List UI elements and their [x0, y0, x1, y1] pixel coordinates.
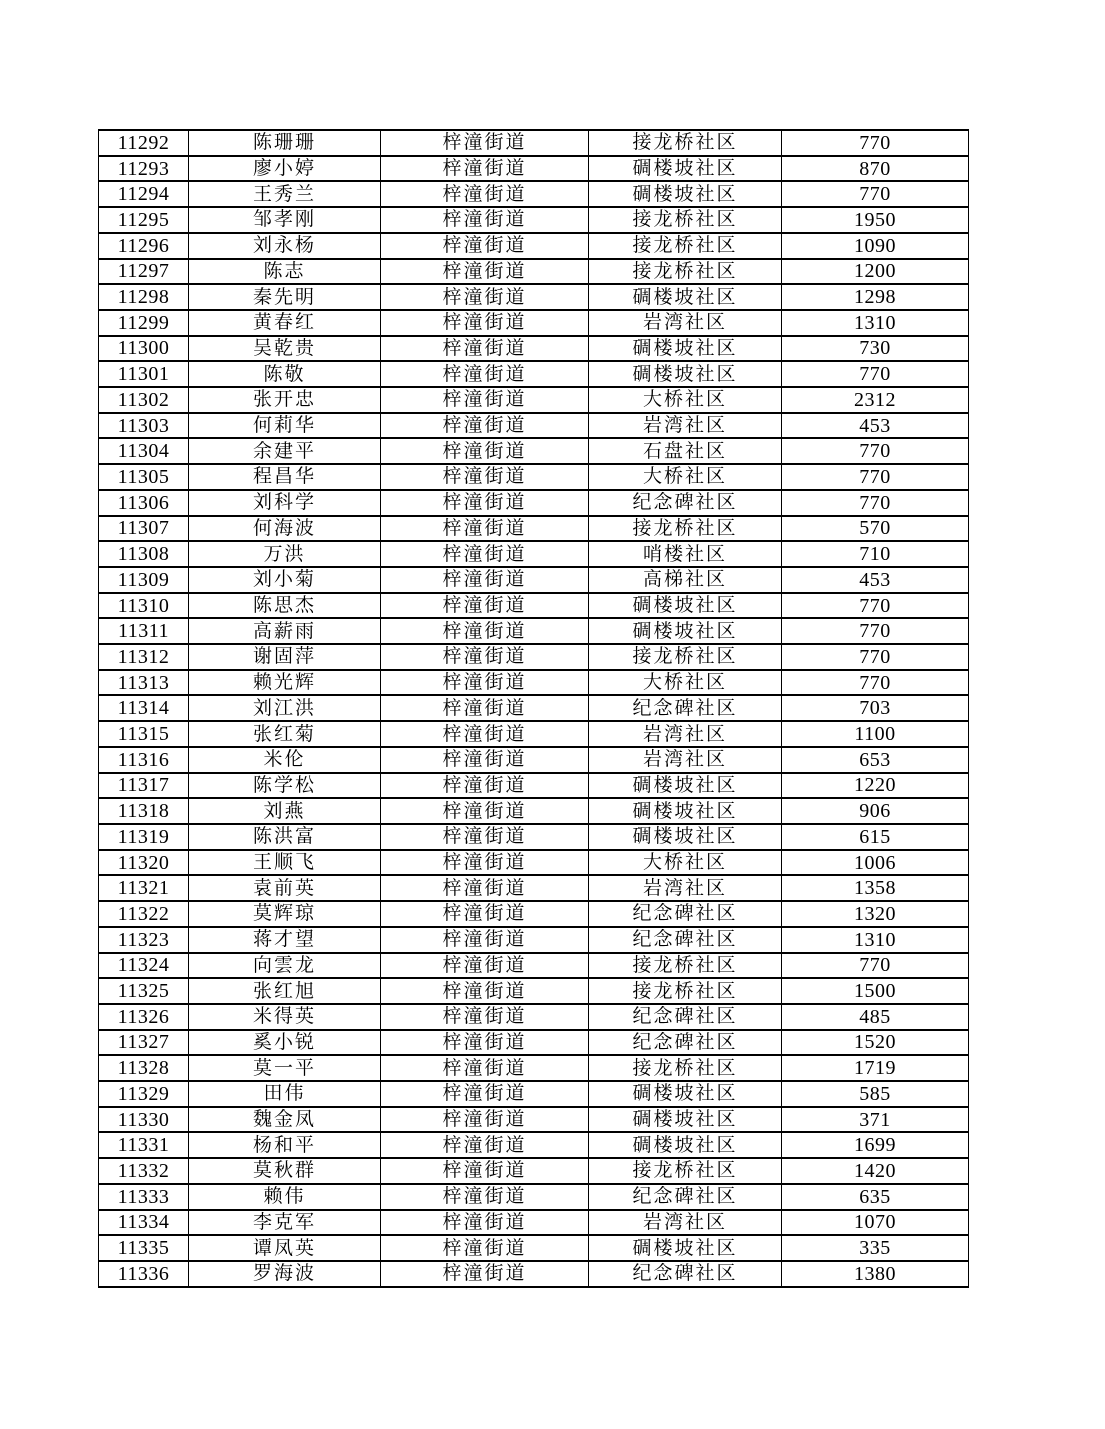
cell-name: 米得英	[189, 1004, 381, 1030]
table-row	[99, 1132, 969, 1158]
cell-community: 碉楼坡社区	[589, 618, 782, 644]
cell-amount: 1320	[782, 901, 969, 927]
cell-id: 11325	[99, 978, 189, 1004]
cell-street: 梓潼街道	[381, 490, 589, 516]
cell-street: 梓潼街道	[381, 361, 589, 387]
table-row	[99, 798, 969, 824]
cell-community: 接龙桥社区	[589, 130, 782, 156]
cell-community: 纪念碑社区	[589, 927, 782, 953]
cell-amount: 485	[782, 1004, 969, 1030]
table-row	[99, 1107, 969, 1133]
cell-amount: 1310	[782, 310, 969, 336]
cell-street: 梓潼街道	[381, 156, 589, 182]
cell-id: 11323	[99, 927, 189, 953]
cell-id: 11299	[99, 310, 189, 336]
cell-amount: 1420	[782, 1158, 969, 1184]
table-row	[99, 1081, 969, 1107]
cell-community: 碉楼坡社区	[589, 1235, 782, 1261]
cell-street: 梓潼街道	[381, 593, 589, 619]
cell-amount: 1090	[782, 233, 969, 259]
cell-id: 11334	[99, 1210, 189, 1236]
cell-name: 刘永杨	[189, 233, 381, 259]
cell-community: 岩湾社区	[589, 721, 782, 747]
cell-community: 碉楼坡社区	[589, 773, 782, 799]
cell-name: 向雲龙	[189, 953, 381, 979]
cell-community: 碉楼坡社区	[589, 824, 782, 850]
cell-community: 岩湾社区	[589, 310, 782, 336]
cell-id: 11309	[99, 567, 189, 593]
cell-id: 11321	[99, 875, 189, 901]
cell-street: 梓潼街道	[381, 644, 589, 670]
cell-id: 11293	[99, 156, 189, 182]
cell-amount: 770	[782, 644, 969, 670]
cell-street: 梓潼街道	[381, 1158, 589, 1184]
cell-id: 11313	[99, 670, 189, 696]
cell-amount: 453	[782, 413, 969, 439]
cell-id: 11303	[99, 413, 189, 439]
cell-id: 11330	[99, 1107, 189, 1133]
cell-community: 纪念碑社区	[589, 1030, 782, 1056]
cell-id: 11318	[99, 798, 189, 824]
cell-community: 纪念碑社区	[589, 695, 782, 721]
cell-id: 11311	[99, 618, 189, 644]
cell-amount: 770	[782, 438, 969, 464]
cell-street: 梓潼街道	[381, 1132, 589, 1158]
cell-street: 梓潼街道	[381, 927, 589, 953]
cell-id: 11305	[99, 464, 189, 490]
cell-id: 11310	[99, 593, 189, 619]
cell-community: 接龙桥社区	[589, 233, 782, 259]
cell-community: 接龙桥社区	[589, 1158, 782, 1184]
cell-community: 纪念碑社区	[589, 1261, 782, 1287]
cell-name: 米伦	[189, 747, 381, 773]
cell-amount: 453	[782, 567, 969, 593]
table-row	[99, 387, 969, 413]
cell-name: 赖伟	[189, 1184, 381, 1210]
cell-street: 梓潼街道	[381, 978, 589, 1004]
cell-amount: 335	[782, 1235, 969, 1261]
cell-amount: 1100	[782, 721, 969, 747]
table-row	[99, 207, 969, 233]
cell-amount: 1220	[782, 773, 969, 799]
cell-amount: 770	[782, 618, 969, 644]
cell-id: 11329	[99, 1081, 189, 1107]
cell-community: 岩湾社区	[589, 413, 782, 439]
cell-id: 11295	[99, 207, 189, 233]
cell-name: 莫秋群	[189, 1158, 381, 1184]
cell-amount: 1358	[782, 875, 969, 901]
table-row	[99, 259, 969, 285]
cell-community: 碉楼坡社区	[589, 1081, 782, 1107]
table-row	[99, 927, 969, 953]
cell-community: 接龙桥社区	[589, 644, 782, 670]
cell-street: 梓潼街道	[381, 336, 589, 362]
cell-street: 梓潼街道	[381, 413, 589, 439]
cell-name: 张红菊	[189, 721, 381, 747]
cell-amount: 1500	[782, 978, 969, 1004]
cell-id: 11298	[99, 284, 189, 310]
cell-name: 何莉华	[189, 413, 381, 439]
cell-name: 莫辉琼	[189, 901, 381, 927]
cell-street: 梓潼街道	[381, 541, 589, 567]
residents-table	[98, 129, 969, 1288]
table-row	[99, 567, 969, 593]
cell-street: 梓潼街道	[381, 618, 589, 644]
cell-name: 刘科学	[189, 490, 381, 516]
table-row	[99, 953, 969, 979]
cell-id: 11296	[99, 233, 189, 259]
cell-name: 刘燕	[189, 798, 381, 824]
cell-name: 何海波	[189, 516, 381, 542]
cell-amount: 770	[782, 953, 969, 979]
cell-community: 接龙桥社区	[589, 516, 782, 542]
cell-name: 罗海波	[189, 1261, 381, 1287]
table-row	[99, 618, 969, 644]
cell-id: 11320	[99, 850, 189, 876]
cell-amount: 1699	[782, 1132, 969, 1158]
table-row	[99, 361, 969, 387]
cell-community: 哨楼社区	[589, 541, 782, 567]
cell-id: 11300	[99, 336, 189, 362]
cell-community: 接龙桥社区	[589, 207, 782, 233]
cell-street: 梓潼街道	[381, 259, 589, 285]
cell-amount: 770	[782, 490, 969, 516]
cell-community: 纪念碑社区	[589, 1004, 782, 1030]
table-row	[99, 773, 969, 799]
cell-street: 梓潼街道	[381, 1107, 589, 1133]
cell-street: 梓潼街道	[381, 207, 589, 233]
cell-amount: 1298	[782, 284, 969, 310]
cell-name: 吴乾贵	[189, 336, 381, 362]
cell-id: 11314	[99, 695, 189, 721]
cell-street: 梓潼街道	[381, 1235, 589, 1261]
cell-amount: 730	[782, 336, 969, 362]
cell-street: 梓潼街道	[381, 181, 589, 207]
cell-amount: 1070	[782, 1210, 969, 1236]
cell-name: 刘江洪	[189, 695, 381, 721]
table-row	[99, 156, 969, 182]
cell-id: 11328	[99, 1055, 189, 1081]
table-row	[99, 233, 969, 259]
table-row	[99, 1030, 969, 1056]
table-row	[99, 644, 969, 670]
cell-street: 梓潼街道	[381, 798, 589, 824]
cell-community: 接龙桥社区	[589, 259, 782, 285]
table-row	[99, 850, 969, 876]
cell-id: 11317	[99, 773, 189, 799]
table-row	[99, 1055, 969, 1081]
cell-amount: 635	[782, 1184, 969, 1210]
cell-name: 张红旭	[189, 978, 381, 1004]
cell-name: 陈志	[189, 259, 381, 285]
cell-street: 梓潼街道	[381, 747, 589, 773]
cell-amount: 770	[782, 464, 969, 490]
cell-street: 梓潼街道	[381, 1261, 589, 1287]
cell-amount: 1310	[782, 927, 969, 953]
cell-community: 碉楼坡社区	[589, 181, 782, 207]
cell-name: 陈学松	[189, 773, 381, 799]
cell-community: 碉楼坡社区	[589, 156, 782, 182]
table-row	[99, 181, 969, 207]
cell-street: 梓潼街道	[381, 1004, 589, 1030]
cell-name: 蒋才望	[189, 927, 381, 953]
cell-street: 梓潼街道	[381, 875, 589, 901]
table-row	[99, 516, 969, 542]
table-row	[99, 1210, 969, 1236]
cell-amount: 1950	[782, 207, 969, 233]
table-row	[99, 130, 969, 156]
cell-id: 11335	[99, 1235, 189, 1261]
cell-name: 李克军	[189, 1210, 381, 1236]
table-row	[99, 747, 969, 773]
cell-amount: 710	[782, 541, 969, 567]
cell-community: 碉楼坡社区	[589, 1132, 782, 1158]
cell-community: 岩湾社区	[589, 875, 782, 901]
cell-community: 碉楼坡社区	[589, 284, 782, 310]
cell-community: 接龙桥社区	[589, 953, 782, 979]
cell-community: 大桥社区	[589, 464, 782, 490]
table-row	[99, 438, 969, 464]
cell-street: 梓潼街道	[381, 953, 589, 979]
cell-id: 11307	[99, 516, 189, 542]
cell-id: 11306	[99, 490, 189, 516]
cell-community: 碉楼坡社区	[589, 593, 782, 619]
cell-amount: 2312	[782, 387, 969, 413]
cell-street: 梓潼街道	[381, 670, 589, 696]
cell-name: 奚小锐	[189, 1030, 381, 1056]
cell-id: 11322	[99, 901, 189, 927]
cell-community: 纪念碑社区	[589, 901, 782, 927]
cell-id: 11294	[99, 181, 189, 207]
cell-amount: 615	[782, 824, 969, 850]
cell-id: 11301	[99, 361, 189, 387]
cell-street: 梓潼街道	[381, 1184, 589, 1210]
cell-street: 梓潼街道	[381, 233, 589, 259]
cell-id: 11333	[99, 1184, 189, 1210]
cell-name: 谢固萍	[189, 644, 381, 670]
table-row	[99, 721, 969, 747]
cell-name: 万洪	[189, 541, 381, 567]
cell-name: 魏金凤	[189, 1107, 381, 1133]
cell-name: 王秀兰	[189, 181, 381, 207]
cell-amount: 653	[782, 747, 969, 773]
table-row	[99, 1184, 969, 1210]
residents-table-body	[99, 130, 969, 1287]
table-row	[99, 695, 969, 721]
table-row	[99, 284, 969, 310]
cell-community: 碉楼坡社区	[589, 361, 782, 387]
table-row	[99, 336, 969, 362]
cell-amount: 585	[782, 1081, 969, 1107]
cell-community: 纪念碑社区	[589, 490, 782, 516]
cell-street: 梓潼街道	[381, 1210, 589, 1236]
cell-id: 11292	[99, 130, 189, 156]
cell-community: 大桥社区	[589, 387, 782, 413]
cell-id: 11319	[99, 824, 189, 850]
cell-name: 廖小婷	[189, 156, 381, 182]
cell-id: 11336	[99, 1261, 189, 1287]
cell-amount: 1380	[782, 1261, 969, 1287]
cell-name: 赖光辉	[189, 670, 381, 696]
cell-amount: 703	[782, 695, 969, 721]
cell-amount: 770	[782, 130, 969, 156]
cell-name: 邹孝刚	[189, 207, 381, 233]
cell-amount: 1520	[782, 1030, 969, 1056]
cell-street: 梓潼街道	[381, 1030, 589, 1056]
cell-name: 陈珊珊	[189, 130, 381, 156]
cell-id: 11297	[99, 259, 189, 285]
cell-street: 梓潼街道	[381, 438, 589, 464]
cell-name: 秦先明	[189, 284, 381, 310]
cell-community: 碉楼坡社区	[589, 798, 782, 824]
cell-name: 袁前英	[189, 875, 381, 901]
cell-amount: 906	[782, 798, 969, 824]
cell-name: 田伟	[189, 1081, 381, 1107]
cell-name: 王顺飞	[189, 850, 381, 876]
cell-amount: 770	[782, 361, 969, 387]
cell-name: 刘小菊	[189, 567, 381, 593]
cell-community: 大桥社区	[589, 670, 782, 696]
cell-id: 11327	[99, 1030, 189, 1056]
cell-street: 梓潼街道	[381, 130, 589, 156]
cell-amount: 570	[782, 516, 969, 542]
table-row	[99, 901, 969, 927]
cell-amount: 770	[782, 181, 969, 207]
cell-street: 梓潼街道	[381, 284, 589, 310]
cell-name: 陈思杰	[189, 593, 381, 619]
cell-street: 梓潼街道	[381, 773, 589, 799]
cell-street: 梓潼街道	[381, 850, 589, 876]
cell-community: 大桥社区	[589, 850, 782, 876]
cell-id: 11302	[99, 387, 189, 413]
cell-street: 梓潼街道	[381, 824, 589, 850]
table-row	[99, 464, 969, 490]
cell-name: 张开忠	[189, 387, 381, 413]
cell-street: 梓潼街道	[381, 695, 589, 721]
cell-name: 余建平	[189, 438, 381, 464]
cell-id: 11315	[99, 721, 189, 747]
cell-amount: 770	[782, 593, 969, 619]
cell-community: 岩湾社区	[589, 747, 782, 773]
cell-id: 11308	[99, 541, 189, 567]
cell-community: 岩湾社区	[589, 1210, 782, 1236]
cell-community: 碉楼坡社区	[589, 1107, 782, 1133]
cell-amount: 1719	[782, 1055, 969, 1081]
cell-amount: 870	[782, 156, 969, 182]
cell-amount: 371	[782, 1107, 969, 1133]
table-row	[99, 670, 969, 696]
cell-name: 高薪雨	[189, 618, 381, 644]
cell-community: 纪念碑社区	[589, 1184, 782, 1210]
cell-name: 陈敬	[189, 361, 381, 387]
cell-community: 碉楼坡社区	[589, 336, 782, 362]
cell-community: 石盘社区	[589, 438, 782, 464]
cell-amount: 1006	[782, 850, 969, 876]
table-row	[99, 875, 969, 901]
table-row	[99, 593, 969, 619]
cell-id: 11331	[99, 1132, 189, 1158]
cell-street: 梓潼街道	[381, 901, 589, 927]
cell-id: 11326	[99, 1004, 189, 1030]
table-row	[99, 824, 969, 850]
cell-id: 11312	[99, 644, 189, 670]
table-row	[99, 1261, 969, 1287]
cell-amount: 1200	[782, 259, 969, 285]
cell-street: 梓潼街道	[381, 464, 589, 490]
cell-street: 梓潼街道	[381, 1081, 589, 1107]
cell-name: 程昌华	[189, 464, 381, 490]
cell-street: 梓潼街道	[381, 516, 589, 542]
table-row	[99, 541, 969, 567]
table-row	[99, 413, 969, 439]
cell-street: 梓潼街道	[381, 387, 589, 413]
table-row	[99, 1004, 969, 1030]
cell-name: 谭凤英	[189, 1235, 381, 1261]
cell-id: 11304	[99, 438, 189, 464]
cell-community: 接龙桥社区	[589, 1055, 782, 1081]
table-row	[99, 490, 969, 516]
table-row	[99, 1158, 969, 1184]
cell-id: 11324	[99, 953, 189, 979]
cell-street: 梓潼街道	[381, 567, 589, 593]
cell-street: 梓潼街道	[381, 1055, 589, 1081]
table-row	[99, 978, 969, 1004]
cell-street: 梓潼街道	[381, 721, 589, 747]
table-row	[99, 1235, 969, 1261]
cell-id: 11316	[99, 747, 189, 773]
table-row	[99, 310, 969, 336]
cell-id: 11332	[99, 1158, 189, 1184]
cell-street: 梓潼街道	[381, 310, 589, 336]
cell-community: 高梯社区	[589, 567, 782, 593]
cell-amount: 770	[782, 670, 969, 696]
cell-name: 陈洪富	[189, 824, 381, 850]
cell-community: 接龙桥社区	[589, 978, 782, 1004]
cell-name: 杨和平	[189, 1132, 381, 1158]
cell-name: 莫一平	[189, 1055, 381, 1081]
cell-name: 黄春红	[189, 310, 381, 336]
